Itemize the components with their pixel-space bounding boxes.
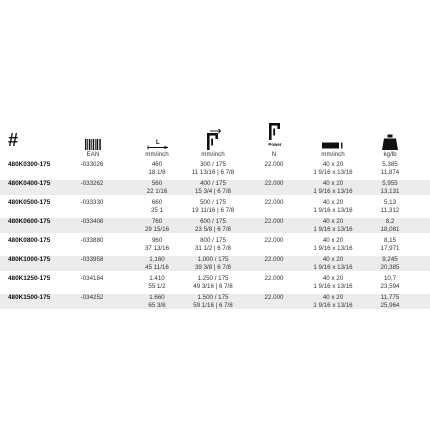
ean-code: -033880 bbox=[80, 237, 104, 244]
article-number: 480K1500-175 bbox=[8, 294, 51, 301]
article-number: 480K0800-175 bbox=[8, 237, 51, 244]
length-value: 1.410 55 1/2 bbox=[148, 275, 166, 290]
table-row bbox=[0, 275, 430, 290]
article-number: 480K0300-175 bbox=[8, 161, 51, 168]
weight-value: 8,2 18,081 bbox=[380, 218, 400, 233]
force-value: 22.000 bbox=[264, 199, 284, 206]
stroke-value: 1.000 / 175 39 3/8 | 6 7/8 bbox=[194, 256, 231, 271]
stroke-value: 500 / 175 19 11/16 | 6 7/8 bbox=[191, 199, 235, 214]
force-header: N bbox=[271, 151, 277, 158]
section-value: 40 x 20 1 9/16 x 13/16 bbox=[313, 218, 353, 233]
stroke-value: 1.500 / 175 59 1/16 | 6 7/8 bbox=[193, 294, 233, 309]
clamp-force-icon bbox=[264, 120, 286, 150]
length-arrow-icon bbox=[147, 124, 169, 150]
svg-text:L: L bbox=[156, 140, 160, 146]
force-value: 22.000 bbox=[264, 256, 284, 263]
article-number: 480K1000-175 bbox=[8, 256, 51, 263]
length-value: 560 22 1/16 bbox=[146, 180, 168, 195]
section-value: 40 x 20 1 9/16 x 13/16 bbox=[313, 256, 353, 271]
weight-value: 5,955 13,131 bbox=[380, 180, 400, 195]
force-value: 22.000 bbox=[264, 294, 284, 301]
force-value: 22.000 bbox=[264, 237, 284, 244]
weight-icon bbox=[381, 124, 399, 150]
section-value: 40 x 20 1 9/16 x 13/16 bbox=[313, 294, 353, 309]
force-value: 22.000 bbox=[264, 161, 284, 168]
stroke-value: 600 / 175 23 5/8 | 6 7/8 bbox=[194, 218, 231, 233]
article-number: 480K0400-175 bbox=[8, 180, 51, 187]
length-value: 460 18 1/8 bbox=[148, 161, 166, 176]
weight-header: kg/lb bbox=[383, 151, 397, 158]
length-value: 760 29 15/16 bbox=[144, 218, 170, 233]
ean-code: -033330 bbox=[80, 199, 104, 206]
table-row bbox=[0, 180, 430, 195]
clamp-stroke-icon bbox=[202, 124, 224, 150]
stroke-value: 800 / 175 31 1/2 | 6 7/8 bbox=[194, 237, 231, 252]
ean-code: -033408 bbox=[80, 218, 104, 225]
section-value: 40 x 20 1 9/16 x 13/16 bbox=[313, 180, 353, 195]
table-row bbox=[0, 237, 430, 252]
stroke-value: 300 / 175 11 13/16 | 6 7/8 bbox=[191, 161, 235, 176]
ean-header: EAN bbox=[86, 151, 100, 158]
ean-code: -033958 bbox=[80, 256, 104, 263]
length-value: 960 37 13/16 bbox=[144, 237, 170, 252]
section-value: 40 x 20 1 9/16 x 13/16 bbox=[313, 237, 353, 252]
article-number: 480K0600-175 bbox=[8, 218, 51, 225]
force-value: 22.000 bbox=[264, 218, 284, 225]
ean-code: -033026 bbox=[80, 161, 104, 168]
table-row bbox=[0, 199, 430, 214]
barcode-icon bbox=[84, 124, 102, 150]
weight-value: 5,385 11,874 bbox=[380, 161, 400, 176]
weight-value: 5,13 11,312 bbox=[380, 199, 400, 214]
stroke-header: mm/inch bbox=[201, 151, 225, 158]
ean-code: -034184 bbox=[80, 275, 104, 282]
length-value: 1.660 65 3/8 bbox=[148, 294, 166, 309]
weight-value: 10,7 23,594 bbox=[380, 275, 400, 290]
article-number: 480K1250-175 bbox=[8, 275, 51, 282]
table-row bbox=[0, 256, 430, 271]
force-value: 22.000 bbox=[264, 180, 284, 187]
length-header: mm/inch bbox=[145, 151, 169, 158]
length-value: 1.160 45 11/16 bbox=[145, 256, 169, 271]
bar-section-icon bbox=[322, 124, 344, 150]
weight-value: 11,775 25,964 bbox=[380, 294, 400, 309]
force-icon-label: Power bbox=[268, 142, 282, 147]
table-row bbox=[0, 161, 430, 176]
stroke-value: 400 / 175 15 3/4 | 6 7/8 bbox=[194, 180, 231, 195]
weight-value: 9,245 20,385 bbox=[380, 256, 400, 271]
section-header: mm/inch bbox=[321, 151, 345, 158]
stroke-value: 1.250 / 175 49 3/16 | 6 7/8 bbox=[193, 275, 233, 290]
table-row bbox=[0, 218, 430, 233]
table-row bbox=[0, 294, 430, 309]
section-value: 40 x 20 1 9/16 x 13/16 bbox=[313, 275, 353, 290]
article-number: 480K0500-175 bbox=[8, 199, 51, 206]
hash-symbol: # bbox=[8, 130, 19, 150]
ean-code: -033262 bbox=[80, 180, 104, 187]
weight-value: 8,15 17,971 bbox=[380, 237, 400, 252]
ean-code: -034252 bbox=[80, 294, 104, 301]
force-value: 22.000 bbox=[264, 275, 284, 282]
length-value: 660 25 1 bbox=[150, 199, 164, 214]
section-value: 40 x 20 1 9/16 x 13/16 bbox=[313, 199, 353, 214]
section-value: 40 x 20 1 9/16 x 13/16 bbox=[313, 161, 353, 176]
